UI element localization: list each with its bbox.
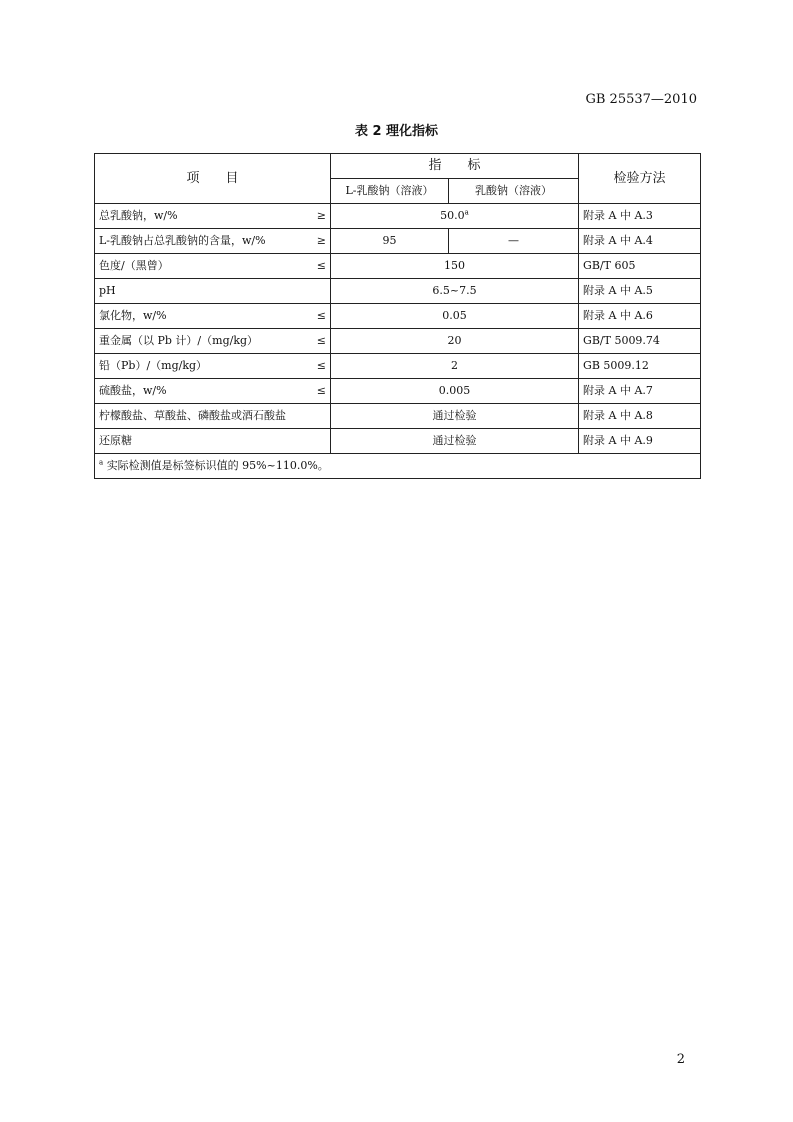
- row-symbol: [313, 279, 331, 304]
- table-row: [95, 229, 701, 254]
- table-row: [95, 354, 701, 379]
- row-symbol: [313, 429, 331, 454]
- header-l-sodium-lactate: L-乳酸钠（溶液）: [331, 179, 449, 204]
- row-value: 20: [331, 329, 579, 354]
- row-value: 0.05: [331, 304, 579, 329]
- header-sodium-lactate: 乳酸钠（溶液）: [449, 179, 579, 204]
- row-item: 柠檬酸盐、草酸盐、磷酸盐或酒石酸盐: [95, 404, 313, 429]
- row-symbol: ≥: [313, 229, 331, 254]
- row-method: 附录 A 中 A.3: [579, 204, 701, 229]
- row-item: 重金属（以 Pb 计）/（mg/kg）: [95, 329, 313, 354]
- footnote-mark: a: [99, 458, 104, 467]
- row-item: 硫酸盐，w/%: [95, 379, 313, 404]
- table-row: [95, 304, 701, 329]
- row-value-plain: —: [449, 229, 579, 254]
- table-row: [95, 429, 701, 454]
- row-method: GB/T 5009.74: [579, 329, 701, 354]
- footnote-ref: a: [464, 208, 469, 217]
- row-item: 总乳酸钠，w/%: [95, 204, 313, 229]
- row-item: 氯化物，w/%: [95, 304, 313, 329]
- row-value: 150: [331, 254, 579, 279]
- row-item: L-乳酸钠占总乳酸钠的含量，w/%: [95, 229, 313, 254]
- row-method: GB/T 605: [579, 254, 701, 279]
- page-number: 2: [676, 1052, 685, 1067]
- row-method: 附录 A 中 A.8: [579, 404, 701, 429]
- table-row: [95, 329, 701, 354]
- row-item: 色度/（黑曾）: [95, 254, 313, 279]
- row-value: 通过检验: [331, 404, 579, 429]
- row-value: 6.5~7.5: [331, 279, 579, 304]
- table-footnote: $^a$ 实际检测值是标签标识值的 95%~110.0%。: [95, 454, 701, 479]
- row-method: 附录 A 中 A.6: [579, 304, 701, 329]
- table-row: [95, 404, 701, 429]
- table-title: 表 2 理化指标: [354, 124, 439, 139]
- row-value: 通过检验: [331, 429, 579, 454]
- row-item: pH: [95, 279, 313, 304]
- physicochemical-table: [94, 153, 701, 479]
- row-method: 附录 A 中 A.7: [579, 379, 701, 404]
- row-item: 铅（Pb）/（mg/kg）: [95, 354, 313, 379]
- row-value: 0.005: [331, 379, 579, 404]
- table-header-row: [95, 154, 701, 179]
- row-method: 附录 A 中 A.5: [579, 279, 701, 304]
- standard-number: GB 25537—2010: [585, 92, 697, 107]
- row-item: 还原糖: [95, 429, 313, 454]
- row-method: 附录 A 中 A.4: [579, 229, 701, 254]
- row-symbol: ≥: [313, 204, 331, 229]
- row-method: GB 5009.12: [579, 354, 701, 379]
- row-value-l: 95: [331, 229, 449, 254]
- row-symbol: [313, 404, 331, 429]
- table-row: [95, 379, 701, 404]
- table-footnote-row: [95, 454, 701, 479]
- header-item: 项 目: [95, 154, 331, 204]
- row-symbol: ≤: [313, 379, 331, 404]
- row-symbol: ≤: [313, 304, 331, 329]
- header-index: 指 标: [331, 154, 579, 179]
- row-value: 50.0$^a$: [331, 204, 579, 229]
- header-method: 检验方法: [579, 154, 701, 204]
- table-row: [95, 204, 701, 229]
- table-row: [95, 279, 701, 304]
- row-value: 2: [331, 354, 579, 379]
- row-symbol: ≤: [313, 329, 331, 354]
- row-symbol: ≤: [313, 254, 331, 279]
- row-method: 附录 A 中 A.9: [579, 429, 701, 454]
- table-row: [95, 254, 701, 279]
- row-symbol: ≤: [313, 354, 331, 379]
